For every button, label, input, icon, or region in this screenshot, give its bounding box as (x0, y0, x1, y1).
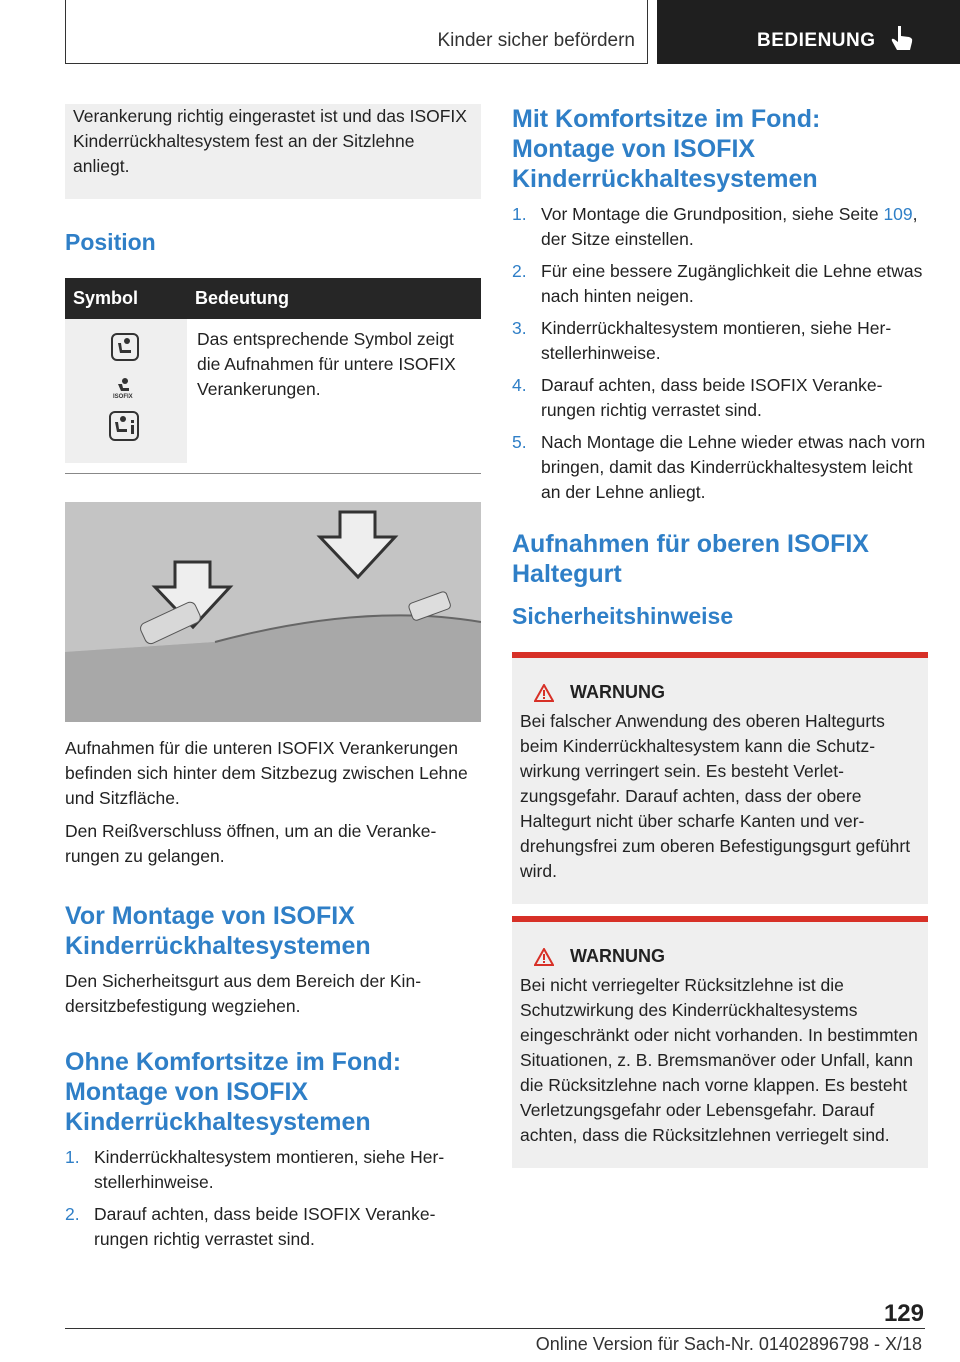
caption-zipper: Den Reißverschluss öffnen, um an die Verankerungen zu gelangen. (65, 821, 437, 866)
mit-komfortsitze-heading: Mit Komfortsitze im Fond: Montage von ISOFIX Kinderrückhaltesystemen (512, 105, 821, 193)
child-seat-info-icon (109, 411, 139, 441)
footer-divider (65, 1328, 925, 1329)
warning-title: WARNUNG (570, 946, 665, 966)
step-text: Darauf achten, dass beide ISOFIX Verankerungen richtig verrastet sind. (94, 1204, 436, 1249)
vor-montage-heading: Vor Montage von ISOFIX Kinderrückhaltesystemen (65, 902, 371, 960)
caption-anchor-location: Aufnahmen für die unteren ISOFIX Verankerungen befinden sich hinter dem Sitzbezug zwischen Lehne und Sitzfläche. (65, 738, 468, 808)
left-column (65, 104, 481, 1259)
child-seat-icon (111, 333, 139, 361)
warning-box (512, 916, 928, 1168)
step-number: 1. (65, 1147, 80, 1167)
intro-box (65, 104, 481, 199)
page-number: 129 (883, 1300, 924, 1327)
list-item (65, 1145, 481, 1195)
position-heading: Position (65, 229, 156, 255)
hand-pointer-icon (889, 24, 915, 52)
mit-steps-list (512, 202, 928, 505)
step-number: 2. (512, 261, 527, 281)
list-item (512, 202, 928, 252)
list-item (65, 1202, 481, 1252)
list-item (512, 373, 928, 423)
step-text: Darauf achten, dass beide ISOFIX Verankerungen richtig verrastet sind. (541, 375, 883, 420)
step-text: Nach Montage die Lehne wieder etwas nach vorn bringen, damit das Kinderrückhaltesystem leicht an der Lehne anliegt. (541, 432, 926, 502)
step-number: 4. (512, 375, 527, 395)
ohne-komfortsitze-heading: Ohne Komfortsitze im Fond: Montage von ISOFIX Kinderrückhaltesystemen (65, 1048, 402, 1136)
step-text: Kinderrückhaltesystem montieren, siehe Herstellerhinweise. (94, 1147, 445, 1192)
ohne-steps-list (65, 1145, 481, 1252)
header-section-box (657, 0, 960, 64)
isofix-symbol-icon (113, 375, 137, 399)
intro-text: Verankerung richtig eingerastet ist und das ISOFIX Kinderrückhaltesystem fest an der Sitzlehne anliegt. (73, 106, 467, 176)
page-reference-link[interactable]: 109 (883, 204, 913, 224)
chapter-title: Kinder sicher befördern (437, 30, 635, 51)
symbol-column-header: Symbol (65, 278, 187, 319)
header-chapter-box (65, 0, 648, 64)
table-row (65, 319, 481, 463)
step-text-pre: Vor Montage die Grundposition, siehe Seite (541, 204, 884, 224)
section-label: BEDIENUNG (757, 30, 876, 51)
warning-triangle-icon (534, 948, 554, 966)
step-number: 1. (512, 204, 527, 224)
oberer-haltegurt-heading: Aufnahmen für oberen ISOFIX Haltegurt (512, 530, 869, 588)
symbol-table (65, 278, 481, 463)
warning-triangle-icon (534, 684, 554, 702)
rear-seat-photo (65, 502, 481, 722)
step-text-post: , der Sitze einstellen. (541, 204, 918, 249)
warning-box (512, 652, 928, 904)
isofix-label: ISOFIX (113, 394, 133, 399)
list-item (512, 316, 928, 366)
list-item (512, 430, 928, 505)
symbol-cell (65, 319, 187, 463)
symbol-description: Das entsprechende Symbol zeigt die Aufnahmen für untere ISOFIX Verankerungen. (197, 329, 456, 399)
online-version: Online Version für Sach-Nr. 01402896798 - X/18 (535, 1334, 922, 1354)
right-column (512, 104, 928, 1168)
step-text: Kinderrückhaltesystem montieren, siehe Herstellerhinweise. (541, 318, 892, 363)
step-text: Für eine bessere Zugänglichkeit die Lehne etwas nach hinten neigen. (541, 261, 923, 306)
warning-title: WARNUNG (570, 682, 665, 702)
list-item (512, 259, 928, 309)
vor-montage-text: Den Sicherheitsgurt aus dem Bereich der Kindersitzbefestigung wegziehen. (65, 971, 422, 1016)
meaning-column-header: Bedeutung (187, 278, 481, 319)
seat-illustration (65, 502, 481, 722)
table-divider (65, 473, 481, 474)
warning-text: Bei nicht verriegelter Rücksitzlehne ist die Schutzwirkung des Kinderrückhaltesystems eingeschränkt oder nicht vorhanden. In bestimmten Situationen, z. B. Bremsmanöver oder Unfall, kann die Rücksitzlehne nach vorne klappen. Es besteht Verletzungsgefahr oder Lebensgefahr. Darauf achten, dass die Rücksitzlehnen verriegelt sind. (520, 975, 918, 1145)
warning-text: Bei falscher Anwendung des oberen Haltegurts beim Kinderrückhaltesystem kann die Schutzwirkung verringert sein. Es besteht Verletzungsgefahr. Darauf achten, dass der obere Haltegurt nicht über scharfe Kanten und verdrehungsfrei zum oberen Befestigungsgurt geführt wird. (520, 711, 911, 881)
step-number: 2. (65, 1204, 80, 1224)
step-number: 5. (512, 432, 527, 452)
safety-heading: Sicherheitshinweise (512, 603, 734, 629)
step-number: 3. (512, 318, 527, 338)
